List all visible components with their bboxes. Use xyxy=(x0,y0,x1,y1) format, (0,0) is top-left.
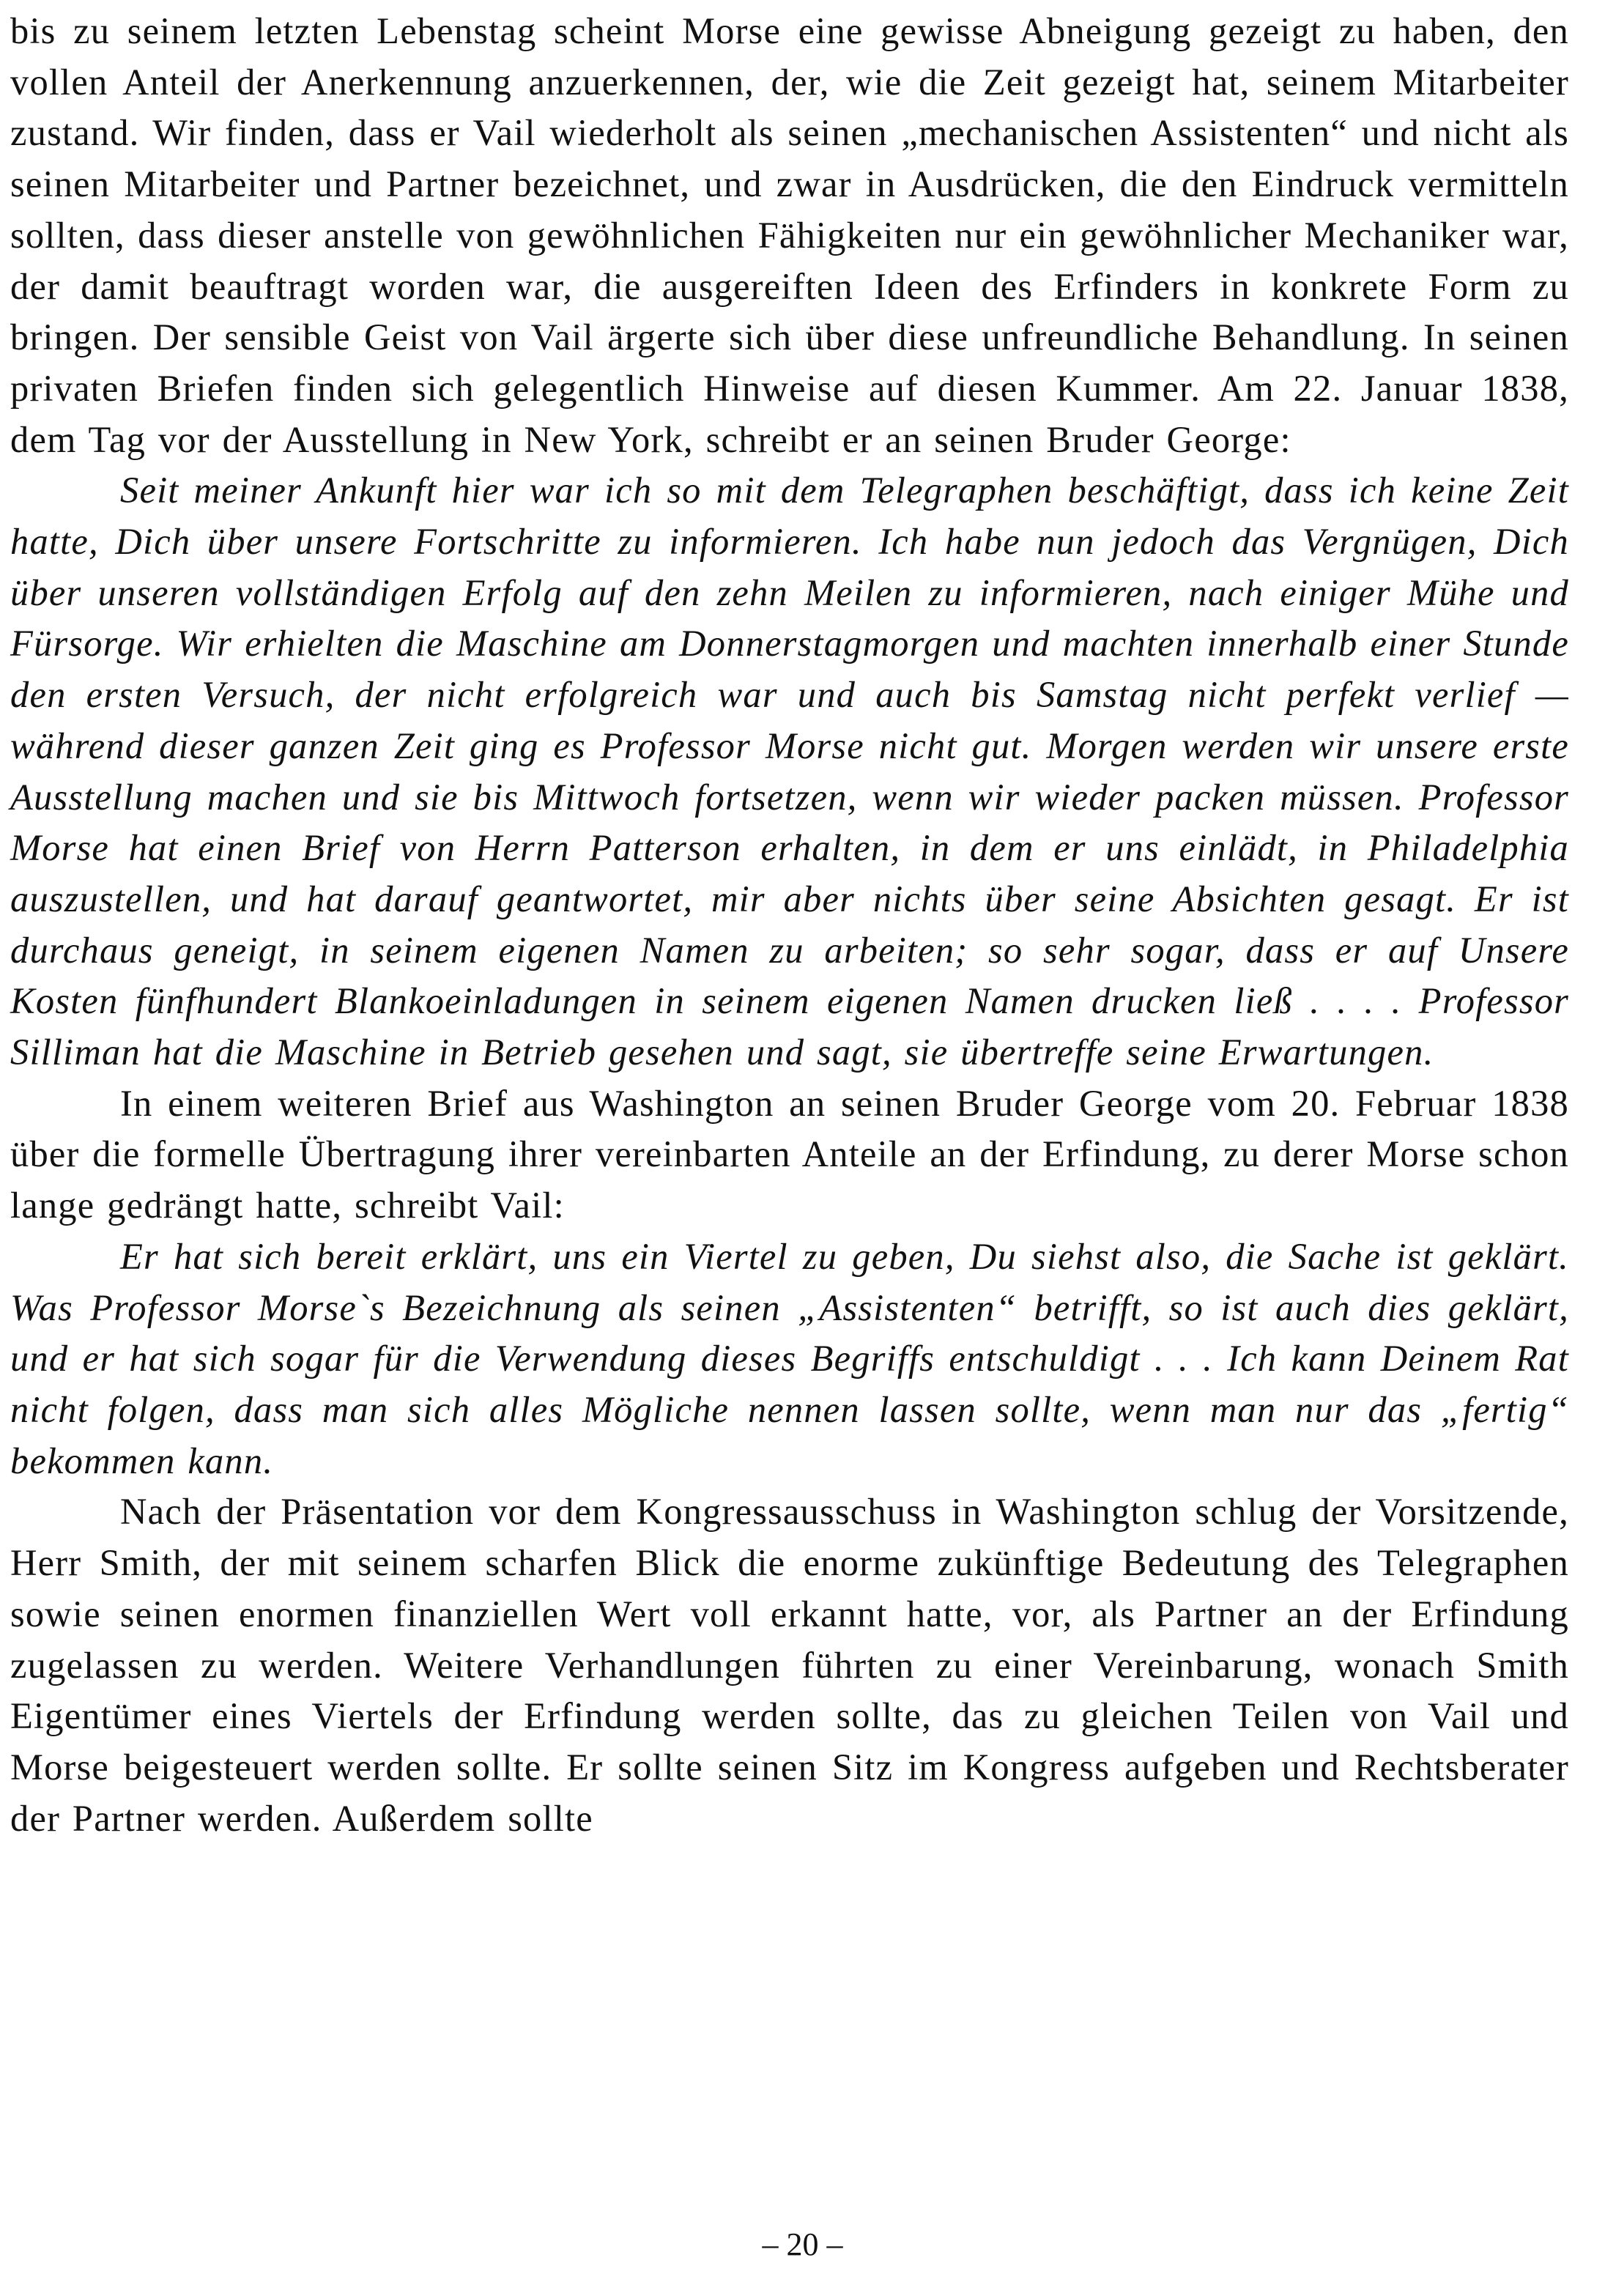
paragraph-3: Nach der Präsentation vor dem Kongressausschuss in Washington schlug der Vorsitzende, Herr Smith, der mit seinem scharfen Blick die enorme zukünftige Bedeutung des Telegraphen sowie seinen enormen finanziellen Wert voll erkannt hatte, vor, als Partner an der Erfindung zugelassen zu werden. Weitere Verhandlungen führten zu einer Vereinbarung, wonach Smith Eigentümer eines Viertels der Erfindung werden sollte, das zu gleichen Teilen von Vail und Morse beigesteuert werden sollte. Er sollte seinen Sitz im Kongress aufgeben und Rechtsberater der Partner werden. Außerdem sollte xyxy=(10,1491,1569,1839)
document-page xyxy=(10,6,1569,2284)
quote-1: Seit meiner Ankunft hier war ich so mit dem Telegraphen beschäftigt, dass ich keine Zeit hatte, Dich über unsere Fortschritte zu informieren. Ich habe nun jedoch das Vergnügen, Dich über unseren vollständigen Erfolg auf den zehn Meilen zu informieren, nach einiger Mühe und Fürsorge. Wir erhielten die Maschine am Donnerstagmorgen und machten innerhalb einer Stunde den ersten Versuch, der nicht erfolgreich war und auch bis Samstag nicht perfekt verlief — während dieser ganzen Zeit ging es Professor Morse nicht gut. Morgen werden wir unsere erste Ausstellung machen und sie bis Mittwoch fortsetzen, wenn wir wieder packen müssen. Professor Morse hat einen Brief von Herrn Patterson erhalten, in dem er uns einlädt, in Philadelphia auszustellen, und hat darauf geantwortet, mir aber nichts über seine Absichten gesagt. Er ist durchaus geneigt, in seinem eigenen Namen zu arbeiten; so sehr sogar, dass er auf Unsere Kosten fünfhundert Blankoeinladungen in seinem eigenen Namen drucken ließ . . . . Professor Silliman hat die Maschine in Betrieb gesehen und sagt, sie übertreffe seine Erwartungen. xyxy=(10,470,1569,1073)
quote-2: Er hat sich bereit erklärt, uns ein Viertel zu geben, Du siehst also, die Sache ist geklärt. Was Professor Morse`s Bezeichnung als seinen „Assistenten“ betrifft, so ist auch dies geklärt, und er hat sich sogar für die Verwendung dieses Begriffs entschuldigt . . . Ich kann Deinem Rat nicht folgen, dass man sich alles Mögliche nennen lassen sollte, wenn man nur das „fertig“ bekommen kann. xyxy=(10,1235,1569,1481)
paragraph-2: In einem weiteren Brief aus Washington an seinen Bruder George vom 20. Februar 1838 über die formelle Übertragung ihrer vereinbarten Anteile an der Erfindung, zu derer Morse schon lange gedrängt hatte, schreibt Vail: xyxy=(10,1082,1569,1226)
page-number: – 20 – xyxy=(762,2226,843,2262)
paragraph-1: bis zu seinem letzten Lebenstag scheint Morse eine gewisse Abneigung gezeigt zu haben, den vollen Anteil der Anerkennung anzuerkennen, der, wie die Zeit gezeigt hat, seinem Mitarbeiter zustand. Wir finden, dass er Vail wiederholt als seinen „mechanischen Assistenten“ und nicht als seinen Mitarbeiter und Partner bezeichnet, und zwar in Ausdrücken, die den Eindruck vermitteln sollten, dass dieser anstelle von gewöhnlichen Fähigkeiten nur ein gewöhnlicher Mechaniker war, der damit beauftragt worden war, die ausgereiften Ideen des Erfinders in konkrete Form zu bringen. Der sensible Geist von Vail ärgerte sich über diese unfreundliche Behandlung. In seinen privaten Briefen finden sich gelegentlich Hinweise auf diesen Kummer. Am 22. Januar 1838, dem Tag vor der Ausstellung in New York, schreibt er an seinen Bruder George: xyxy=(10,10,1569,460)
